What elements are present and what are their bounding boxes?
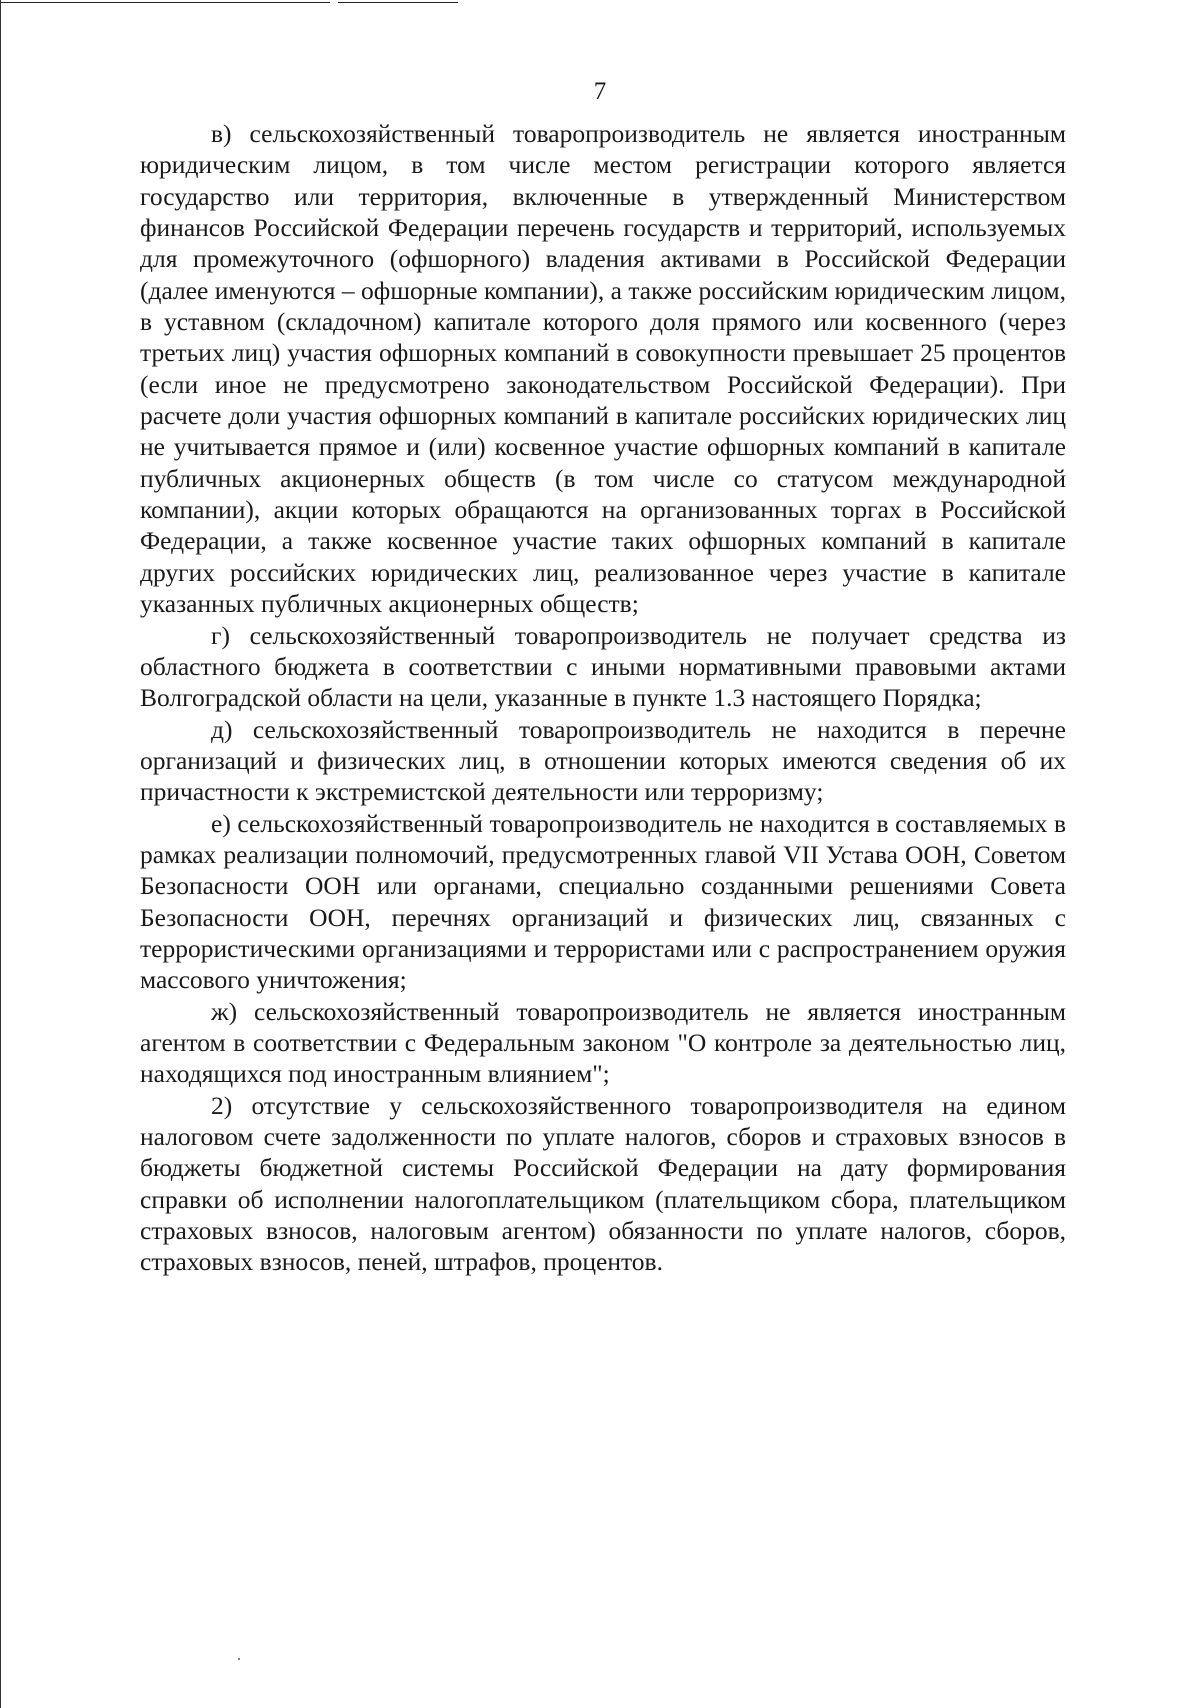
paragraph-g: г) сельскохозяйственный товаропроизводитель не получает средства из областного бюджета в соответствии с иными нормативными правовыми актами Волгоградской области на цели, указанные в пункте 1.3 настоящего Порядка; bbox=[140, 620, 1066, 713]
paragraph-v: в) сельскохозяйственный товаропроизводитель не является иностранным юридическим лицом, в том числе местом регистрации которого является государство или территория, включенные в утвержденный Министерством финансов Российской Федерации перечень государств и территорий, используемых для промежуточного (офшорного) владения активами в Российской Федерации (далее именуются – офшорные компании), а также российским юридическим лицом, в уставном (складочном) капитале которого доля прямого или косвенного (через третьих лиц) участия офшорных компаний в совокупности превышает 25 процентов (если иное не предусмотрено законодательством Российской Федерации). При расчете доли участия офшорных компаний в капитале российских юридических лиц не учитывается прямое и (или) косвенное участие офшорных компаний в капитале публичных акционерных обществ (в том числе со статусом международной компании), акции которых обращаются на организованных торгах в Российской Федерации, а также косвенное участие таких офшорных компаний в капитале других российских юридических лиц, реализованное через участие в капитале указанных публичных акционерных обществ; bbox=[140, 119, 1066, 619]
paragraph-d: д) сельскохозяйственный товаропроизводитель не находится в перечне организаций и физических лиц, в отношении которых имеются сведения об их причастности к экстремистской деятельности или терроризму; bbox=[140, 714, 1066, 807]
scan-border-top-segment bbox=[338, 2, 458, 3]
scan-border-top bbox=[0, 2, 330, 3]
paragraph-2: 2) отсутствие у сельскохозяйственного товаропроизводителя на едином налоговом счете задолженности по уплате налогов, сборов и страховых взносов в бюджеты бюджетной системы Российской Федерации на дату формирования справки об исполнении налогоплательщиком (плательщиком сбора, плательщиком страховых взносов, налоговым агентом) обязанности по уплате налогов, сборов, страховых взносов, пеней, штрафов, процентов. bbox=[140, 1090, 1066, 1277]
page-number: 7 bbox=[593, 78, 607, 105]
document-body bbox=[140, 118, 1066, 1278]
paragraph-zh: ж) сельскохозяйственный товаропроизводитель не является иностранным агентом в соответствии с Федеральным законом "О контроле за деятельностью лиц, находящихся под иностранным влиянием"; bbox=[140, 996, 1066, 1089]
scan-border-left bbox=[0, 0, 1, 1708]
paragraph-e: е) сельскохозяйственный товаропроизводитель не находится в составляемых в рамках реализации полномочий, предусмотренных главой VII Устава ООН, Советом Безопасности ООН или органами, специально созданными решениями Совета Безопасности ООН, перечнях организаций и физических лиц, связанных с террористическими организациями и террористами или с распространением оружия массового уничтожения; bbox=[140, 808, 1066, 995]
scan-speck bbox=[238, 1658, 240, 1660]
